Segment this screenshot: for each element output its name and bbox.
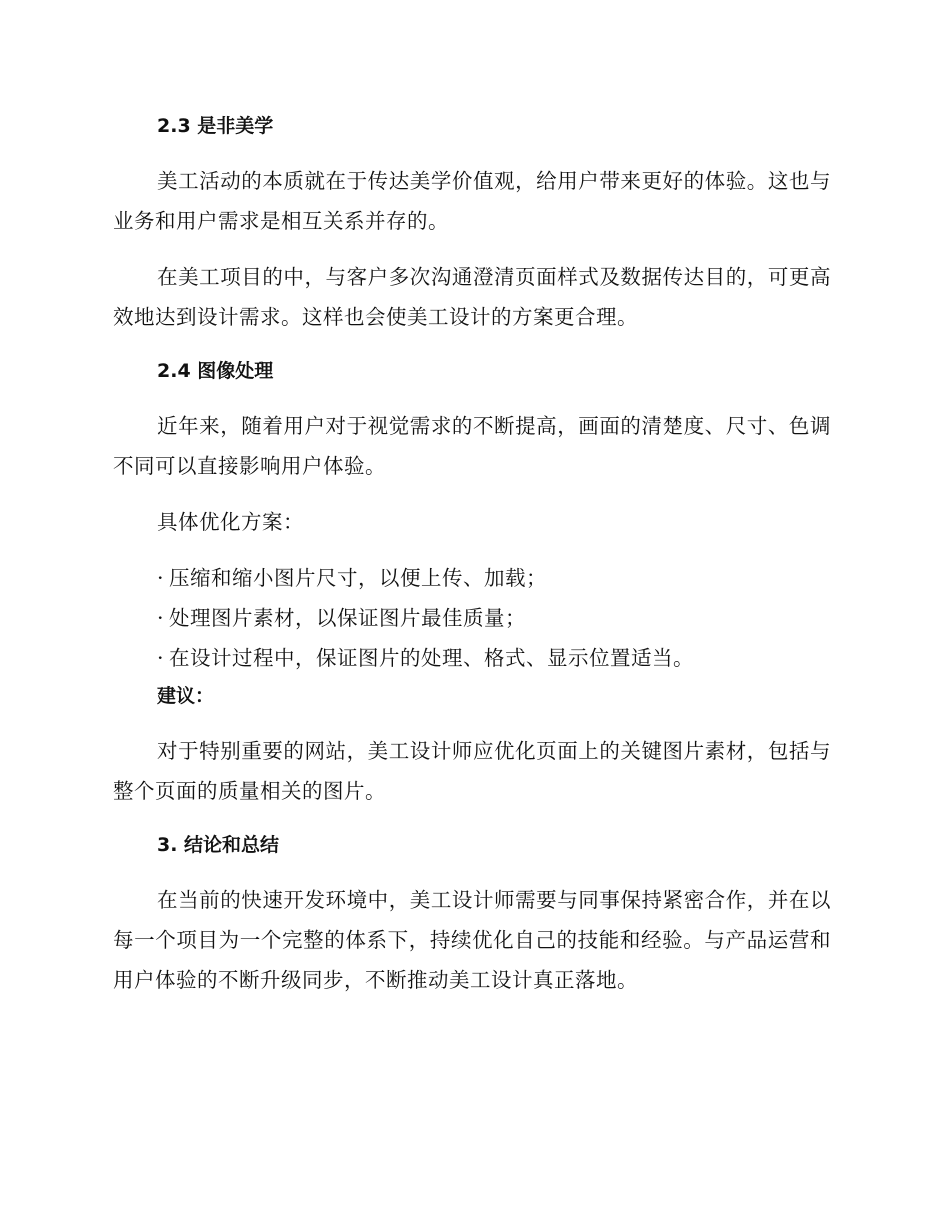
bullet-text: 在设计过程中，保证图片的处理、格式、显示位置适当。: [169, 646, 694, 670]
document-page: [113, 108, 831, 1016]
bullet-text: 压缩和缩小图片尺寸，以便上传、加载；: [169, 566, 547, 590]
bullet-marker: ·: [157, 646, 165, 670]
bullet-text: 处理图片素材，以保证图片最佳质量；: [169, 606, 526, 630]
paragraph-client-communication: 在美工项目的中，与客户多次沟通澄清页面样式及数据传达目的，可更高效地达到设计需求。这样也会使美工设计的方案更合理。: [113, 265, 831, 329]
paragraph-aesthetics-essence: 美工活动的本质就在于传达美学价值观，给用户带来更好的体验。这也与业务和用户需求是相互关系并存的。: [113, 169, 831, 233]
bullet-marker: ·: [157, 566, 165, 590]
section-heading-2-3: 2.3 是非美学: [157, 115, 274, 137]
section-heading-3: 3. 结论和总结: [157, 834, 280, 856]
paragraph-conclusion: 在当前的快速开发环境中，美工设计师需要与同事保持紧密合作，并在以每一个项目为一个完整的体系下，持续优化自己的技能和经验。与产品运营和用户体验的不断升级同步，不断推动美工设计真正落地。: [113, 888, 831, 992]
paragraph-visual-demands: 近年来，随着用户对于视觉需求的不断提高，画面的清楚度、尺寸、色调不同可以直接影响用户体验。: [113, 414, 831, 478]
section-heading-2-4: 2.4 图像处理: [157, 360, 274, 382]
advice-heading: 建议：: [157, 685, 215, 707]
bullet-item: [113, 638, 831, 678]
paragraph-optimization-intro: 具体优化方案：: [157, 510, 304, 534]
bullet-marker: ·: [157, 606, 165, 630]
paragraph-advice: 对于特别重要的网站，美工设计师应优化页面上的关键图片素材，包括与整个页面的质量相关的图片。: [113, 739, 831, 803]
bullet-item: [113, 558, 831, 598]
bullet-item: [113, 598, 831, 638]
